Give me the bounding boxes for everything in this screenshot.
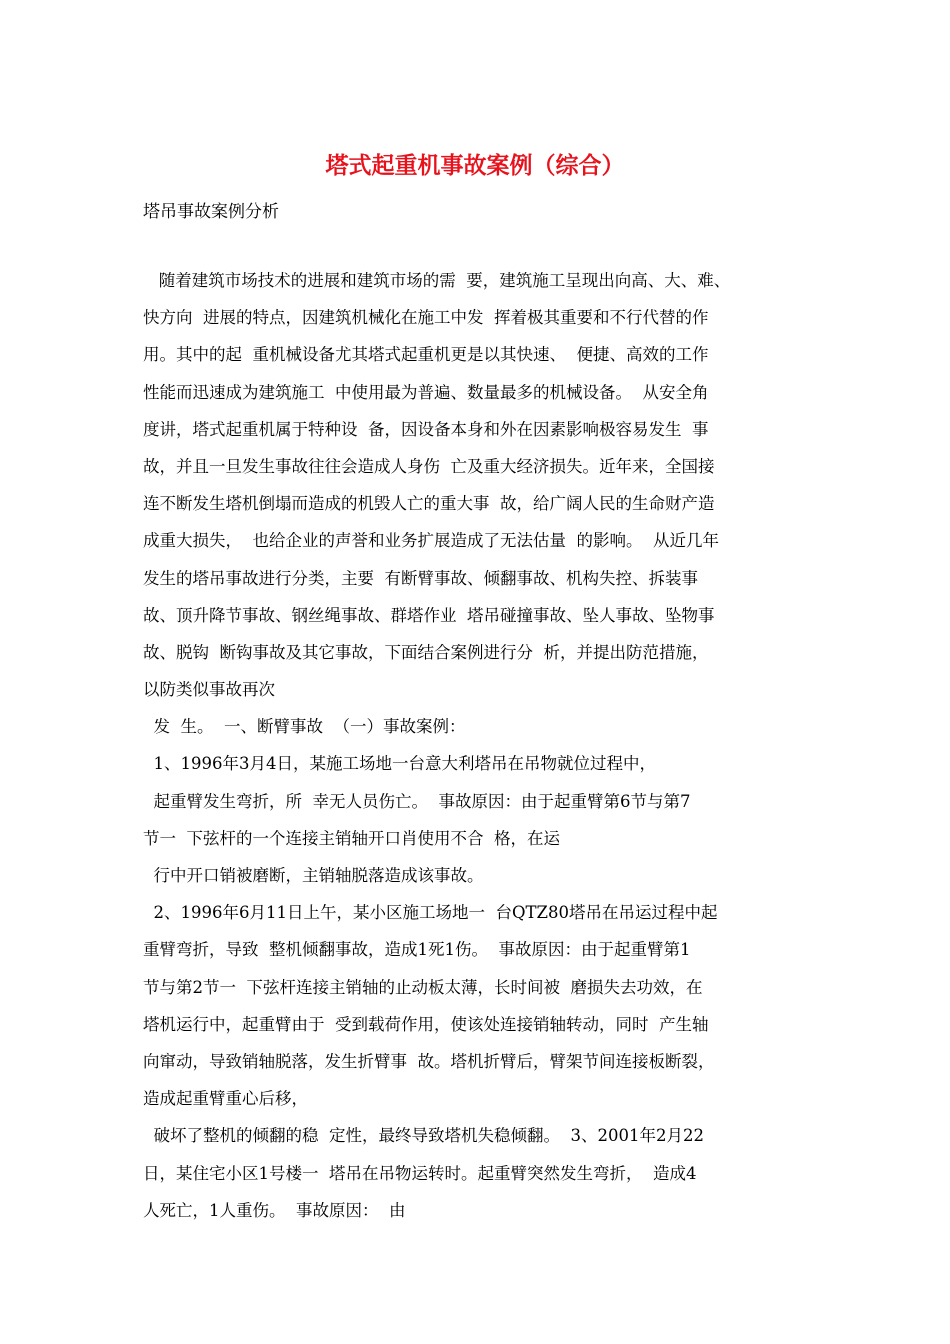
body-text-line: 连不断发生塔机倒塌而造成的机毁人亡的重大事 故，给广阔人民的生命财产造 [143,494,715,514]
body-text-line: 人死亡，1人重伤。 事故原因： 由 [143,1200,406,1220]
body-text-line: 故，并且一旦发生事故往往会造成人身伤 亡及重大经济损失。近年来，全国接 [143,456,715,476]
body-text-line: 性能而迅速成为建筑施工 中使用最为普遍、数量最多的机械设备。 从安全角 [143,382,709,402]
body-text-line: 度讲，塔式起重机属于特种设 备，因设备本身和外在因素影响极容易发生 事 [143,419,709,439]
body-text-line: 以防类似事故再次 [143,680,275,700]
body-text-line: 快方向 进展的特点，因建筑机械化在施工中发 挥着极其重要和不行代替的作 [143,308,709,328]
body-text-line: 发生的塔吊事故进行分类，主要 有断臂事故、倾翻事故、机构失控、拆装事 [143,568,698,588]
body-text-line: 破坏了整机的倾翻的稳 定性，最终导致塔机失稳倾翻。 3、2001年2月22 [143,1126,704,1146]
body-text-line: 随着建筑市场技术的进展和建筑市场的需 要，建筑施工呈现出向高、大、难、 [143,271,731,290]
body-text-line: 2、1996年6月11日上午，某小区施工场地一 台QTZ80塔吊在吊运过程中起 [143,903,718,923]
body-text-line: 用。其中的起 重机械设备尤其塔式起重机更是以其快速、 便捷、高效的工作 [143,345,709,365]
body-text-line: 1、1996年3月4日，某施工场地一台意大利塔吊在吊物就位过程中， [143,754,656,774]
body-text-line: 塔机运行中，起重臂由于 受到载荷作用，使该处连接销轴转动，同时 产生轴 [143,1014,709,1034]
body-text-line: 日，某住宅小区1号楼一 塔吊在吊物运转时。起重臂突然发生弯折， 造成4 [143,1163,697,1183]
document-body [143,262,843,1229]
body-text-line: 故、顶升降节事故、钢丝绳事故、群塔作业 塔吊碰撞事故、坠人事故、坠物事 [143,605,715,625]
body-text-line: 故、脱钩 断钩事故及其它事故，下面结合案例进行分 析，并提出防范措施， [143,642,709,662]
body-text-line: 造成起重臂重心后移， [143,1089,308,1109]
body-text-line: 发 生。 一、断臂事故 （一）事故案例： [143,717,466,737]
body-text-line: 节与第2节一 下弦杆连接主销轴的止动板太薄，长时间被 磨损失去功效，在 [143,977,703,997]
body-text-line: 节一 下弦杆的一个连接主销轴开口肖使用不合 格，在运 [143,828,560,848]
body-text-line: 成重大损失， 也给企业的声誉和业务扩展造成了无法估量 的影响。 从近几年 [143,531,719,551]
body-text-line: 起重臂发生弯折，所 幸无人员伤亡。 事故原因：由于起重臂第6节与第7 [143,791,691,811]
document-title: 塔式起重机事故案例（综合） [325,152,625,179]
body-text-line: 重臂弯折，导致 整机倾翻事故，造成1死1伤。 事故原因：由于起重臂第1 [143,940,691,960]
body-text-line: 行中开口销被磨断，主销轴脱落造成该事故。 [143,866,484,885]
body-text-line: 向窜动，导致销轴脱落，发生折臂事 故。塔机折臂后，臂架节间连接板断裂， [143,1051,715,1071]
document-subtitle: 塔吊事故案例分析 [143,202,279,222]
